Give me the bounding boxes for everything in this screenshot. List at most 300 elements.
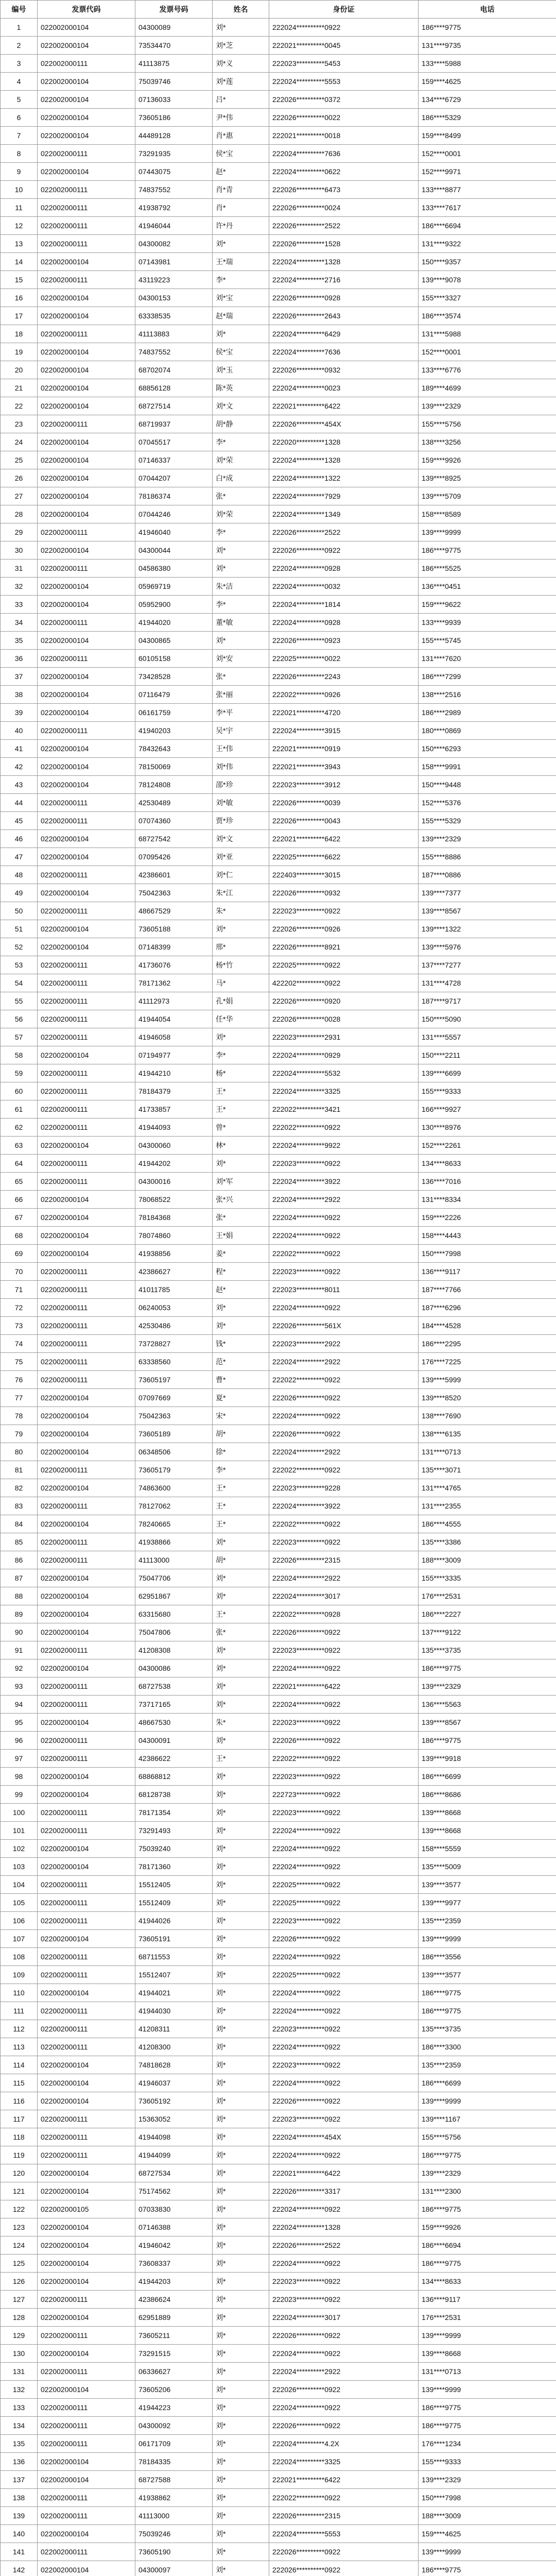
cell-invoice-number: 73728827 (135, 1335, 213, 1353)
cell-number: 12 (1, 217, 38, 235)
cell-phone: 186****9775 (419, 2146, 556, 2164)
table-row (1, 1046, 556, 1064)
table-row (1, 1966, 556, 1984)
cell-phone: 186****9775 (419, 2002, 556, 2020)
table-row (1, 271, 556, 289)
cell-phone: 155****3327 (419, 289, 556, 307)
table-row (1, 740, 556, 758)
cell-invoice-number: 41944203 (135, 2273, 213, 2291)
cell-number: 36 (1, 650, 38, 668)
table-row (1, 1263, 556, 1281)
cell-invoice-code: 022002000104 (38, 704, 135, 722)
cell-phone: 186****5329 (419, 109, 556, 127)
cell-phone: 187****0886 (419, 866, 556, 884)
cell-phone: 186****8686 (419, 1786, 556, 1804)
cell-invoice-number: 68856128 (135, 379, 213, 397)
cell-invoice-code: 022002000111 (38, 992, 135, 1010)
cell-invoice-code: 022002000104 (38, 686, 135, 704)
cell-phone: 155****9333 (419, 2453, 556, 2471)
cell-number: 25 (1, 451, 38, 469)
cell-invoice-number: 68868812 (135, 1768, 213, 1786)
cell-id-card: 222026**********0922 (269, 1389, 419, 1407)
cell-invoice-number: 41946044 (135, 217, 213, 235)
cell-number: 108 (1, 1948, 38, 1966)
cell-phone: 136****9117 (419, 1263, 556, 1281)
cell-invoice-code: 022002000111 (38, 271, 135, 289)
cell-phone: 139****2329 (419, 2164, 556, 2182)
cell-id-card: 222026**********0039 (269, 794, 419, 812)
table-row (1, 2399, 556, 2417)
cell-invoice-number: 41946037 (135, 2074, 213, 2092)
cell-invoice-code: 022002000111 (38, 2146, 135, 2164)
cell-number: 112 (1, 2020, 38, 2038)
cell-invoice-code: 022002000104 (38, 1569, 135, 1587)
header-invoice-code: 发票代码 (38, 1, 135, 19)
cell-number: 48 (1, 866, 38, 884)
cell-id-card: 222024**********2922 (269, 1443, 419, 1461)
cell-name: 刘* (213, 2525, 269, 2543)
cell-number: 91 (1, 1641, 38, 1659)
table-row (1, 848, 556, 866)
cell-invoice-code: 022002000111 (38, 1082, 135, 1100)
table-row (1, 1515, 556, 1533)
cell-invoice-code: 022002000104 (38, 1515, 135, 1533)
table-row (1, 704, 556, 722)
table-row (1, 2543, 556, 2561)
cell-phone: 138****3256 (419, 433, 556, 451)
cell-invoice-code: 022002000111 (38, 560, 135, 578)
cell-number: 92 (1, 1659, 38, 1677)
cell-number: 57 (1, 1028, 38, 1046)
cell-phone: 131****2300 (419, 2182, 556, 2200)
cell-id-card: 222024**********0023 (269, 379, 419, 397)
cell-number: 29 (1, 523, 38, 541)
table-row (1, 451, 556, 469)
table-row (1, 884, 556, 902)
cell-invoice-number: 78240665 (135, 1515, 213, 1533)
cell-invoice-code: 022002000111 (38, 2110, 135, 2128)
cell-invoice-code: 022002000111 (38, 2489, 135, 2507)
table-row (1, 1569, 556, 1587)
cell-name: 陈*英 (213, 379, 269, 397)
cell-name: 朱*洁 (213, 578, 269, 596)
cell-id-card: 222023**********2931 (269, 1028, 419, 1046)
cell-number: 14 (1, 253, 38, 271)
cell-invoice-code: 022002000104 (38, 740, 135, 758)
cell-id-card: 222026**********0922 (269, 2327, 419, 2345)
cell-invoice-number: 73605197 (135, 1371, 213, 1389)
cell-invoice-code: 022002000104 (38, 1858, 135, 1876)
cell-invoice-code: 022002000111 (38, 199, 135, 217)
cell-invoice-number: 04300153 (135, 289, 213, 307)
cell-name: 刘* (213, 1677, 269, 1696)
cell-invoice-code: 022002000111 (38, 2002, 135, 2020)
cell-id-card: 222024**********0922 (269, 2038, 419, 2056)
cell-name: 刘* (213, 2038, 269, 2056)
cell-invoice-code: 022002000105 (38, 2200, 135, 2218)
cell-name: 白*成 (213, 469, 269, 487)
cell-name: 张* (213, 487, 269, 505)
cell-phone: 131****9735 (419, 37, 556, 55)
cell-number: 95 (1, 1714, 38, 1732)
cell-id-card: 222024**********0922 (269, 2255, 419, 2273)
cell-name: 刘* (213, 1930, 269, 1948)
cell-number: 13 (1, 235, 38, 253)
cell-invoice-number: 73605186 (135, 109, 213, 127)
table-row (1, 2417, 556, 2435)
cell-number: 22 (1, 397, 38, 415)
cell-invoice-code: 022002000111 (38, 1966, 135, 1984)
cell-name: 刘* (213, 2417, 269, 2435)
table-row (1, 866, 556, 884)
cell-phone: 155****5756 (419, 415, 556, 433)
cell-invoice-number: 15363052 (135, 2110, 213, 2128)
table-row (1, 938, 556, 956)
cell-invoice-code: 022002000104 (38, 1623, 135, 1641)
table-row (1, 2489, 556, 2507)
cell-number: 93 (1, 1677, 38, 1696)
cell-phone: 139****3577 (419, 1966, 556, 1984)
cell-name: 李*平 (213, 704, 269, 722)
cell-phone: 139****9078 (419, 271, 556, 289)
cell-id-card: 222024**********1814 (269, 596, 419, 614)
cell-number: 38 (1, 686, 38, 704)
cell-invoice-number: 78171362 (135, 974, 213, 992)
cell-number: 131 (1, 2363, 38, 2381)
cell-invoice-code: 022002000104 (38, 2164, 135, 2182)
cell-invoice-code: 022002000104 (38, 1407, 135, 1425)
cell-invoice-code: 022002000111 (38, 1100, 135, 1118)
cell-phone: 186****5525 (419, 560, 556, 578)
cell-number: 8 (1, 145, 38, 163)
cell-invoice-code: 022002000104 (38, 1209, 135, 1227)
table-row (1, 1750, 556, 1768)
cell-invoice-number: 75042363 (135, 884, 213, 902)
cell-phone: 138****2516 (419, 686, 556, 704)
cell-invoice-number: 78184379 (135, 1082, 213, 1100)
cell-phone: 188****3009 (419, 2507, 556, 2525)
cell-phone: 152****5376 (419, 794, 556, 812)
cell-phone: 139****8668 (419, 1822, 556, 1840)
cell-number: 35 (1, 632, 38, 650)
cell-id-card: 222026**********2522 (269, 217, 419, 235)
cell-number: 10 (1, 181, 38, 199)
cell-id-card: 222026**********0922 (269, 541, 419, 560)
cell-number: 62 (1, 1118, 38, 1137)
cell-name: 张*兴 (213, 1191, 269, 1209)
cell-id-card: 222020**********1328 (269, 433, 419, 451)
cell-invoice-code: 022002000104 (38, 505, 135, 523)
cell-number: 30 (1, 541, 38, 560)
cell-name: 肖* (213, 199, 269, 217)
cell-name: 刘*安 (213, 650, 269, 668)
cell-number: 73 (1, 1317, 38, 1335)
cell-number: 101 (1, 1822, 38, 1840)
cell-invoice-code: 022002000111 (38, 2038, 135, 2056)
cell-phone: 159****2226 (419, 1209, 556, 1227)
cell-phone: 136****0451 (419, 578, 556, 596)
cell-phone: 155****8886 (419, 848, 556, 866)
cell-invoice-code: 022002000111 (38, 1064, 135, 1082)
cell-invoice-number: 62951889 (135, 2309, 213, 2327)
cell-invoice-code: 022002000104 (38, 2561, 135, 2576)
cell-name: 王* (213, 1082, 269, 1100)
cell-name: 刘* (213, 1155, 269, 1173)
cell-id-card: 222024**********3017 (269, 1587, 419, 1605)
cell-phone: 139****8567 (419, 1714, 556, 1732)
cell-name: 刘*敏 (213, 794, 269, 812)
cell-name: 刘* (213, 1587, 269, 1605)
cell-invoice-code: 022002000104 (38, 632, 135, 650)
cell-invoice-number: 41944026 (135, 1912, 213, 1930)
cell-id-card: 222024**********0922 (269, 1209, 419, 1227)
cell-invoice-number: 15512405 (135, 1876, 213, 1894)
cell-number: 105 (1, 1894, 38, 1912)
cell-id-card: 222026**********561X (269, 1317, 419, 1335)
cell-phone: 155****5329 (419, 812, 556, 830)
cell-invoice-number: 07044246 (135, 505, 213, 523)
table-row (1, 2309, 556, 2327)
cell-name: 刘* (213, 2453, 269, 2471)
cell-phone: 135****3735 (419, 1641, 556, 1659)
cell-name: 姜* (213, 1245, 269, 1263)
table-row (1, 55, 556, 73)
cell-invoice-code: 022002000104 (38, 2453, 135, 2471)
cell-id-card: 222025**********0922 (269, 1876, 419, 1894)
cell-number: 59 (1, 1064, 38, 1082)
table-row (1, 235, 556, 253)
cell-number: 52 (1, 938, 38, 956)
table-row (1, 181, 556, 199)
cell-phone: 150****2211 (419, 1046, 556, 1064)
table-row (1, 2200, 556, 2218)
cell-invoice-code: 022002000104 (38, 1245, 135, 1263)
cell-invoice-number: 41733857 (135, 1100, 213, 1118)
cell-number: 118 (1, 2128, 38, 2146)
cell-invoice-code: 022002000111 (38, 523, 135, 541)
cell-number: 139 (1, 2507, 38, 2525)
table-row (1, 1876, 556, 1894)
cell-number: 102 (1, 1840, 38, 1858)
table-row (1, 2038, 556, 2056)
cell-id-card: 222026**********454X (269, 415, 419, 433)
cell-invoice-code: 022002000111 (38, 2128, 135, 2146)
table-row (1, 1533, 556, 1551)
cell-invoice-number: 41944223 (135, 2399, 213, 2417)
table-row (1, 992, 556, 1010)
cell-number: 128 (1, 2309, 38, 2327)
cell-phone: 186****9775 (419, 1732, 556, 1750)
cell-phone: 155****3335 (419, 1569, 556, 1587)
cell-invoice-code: 022002000111 (38, 1118, 135, 1137)
cell-invoice-code: 022002000104 (38, 1605, 135, 1623)
cell-name: 刘* (213, 1696, 269, 1714)
cell-id-card: 222026**********0923 (269, 632, 419, 650)
table-row (1, 1118, 556, 1137)
cell-phone: 139****2329 (419, 397, 556, 415)
cell-invoice-number: 07148399 (135, 938, 213, 956)
cell-invoice-number: 41940203 (135, 722, 213, 740)
cell-number: 89 (1, 1605, 38, 1623)
cell-invoice-number: 42386627 (135, 1263, 213, 1281)
table-row (1, 2002, 556, 2020)
cell-phone: 133****8877 (419, 181, 556, 199)
cell-number: 84 (1, 1515, 38, 1533)
table-row (1, 91, 556, 109)
cell-invoice-code: 022002000111 (38, 235, 135, 253)
cell-name: 刘*莲 (213, 73, 269, 91)
table-row (1, 2020, 556, 2038)
table-row (1, 1335, 556, 1353)
cell-number: 4 (1, 73, 38, 91)
cell-phone: 159****9622 (419, 596, 556, 614)
cell-invoice-code: 022002000111 (38, 1894, 135, 1912)
table-row (1, 289, 556, 307)
cell-invoice-code: 022002000104 (38, 19, 135, 37)
cell-id-card: 222023**********0922 (269, 902, 419, 920)
cell-name: 侯*宝 (213, 145, 269, 163)
table-row (1, 2236, 556, 2255)
cell-phone: 186****6699 (419, 2074, 556, 2092)
table-row (1, 2507, 556, 2525)
cell-invoice-code: 022002000111 (38, 2020, 135, 2038)
table-row (1, 758, 556, 776)
cell-phone: 186****2295 (419, 1335, 556, 1353)
cell-id-card: 222021**********0919 (269, 740, 419, 758)
cell-invoice-code: 022002000111 (38, 650, 135, 668)
cell-invoice-code: 022002000104 (38, 938, 135, 956)
table-row (1, 523, 556, 541)
cell-invoice-number: 48667529 (135, 902, 213, 920)
table-row (1, 1641, 556, 1659)
cell-phone: 139****5709 (419, 487, 556, 505)
cell-invoice-code: 022002000104 (38, 2218, 135, 2236)
table-row (1, 1191, 556, 1209)
table-row (1, 73, 556, 91)
cell-number: 20 (1, 361, 38, 379)
cell-phone: 187****6296 (419, 1299, 556, 1317)
cell-number: 28 (1, 505, 38, 523)
cell-number: 77 (1, 1389, 38, 1407)
cell-invoice-number: 78074860 (135, 1227, 213, 1245)
cell-id-card: 422202**********0922 (269, 974, 419, 992)
table-row (1, 1173, 556, 1191)
cell-invoice-code: 022002000104 (38, 361, 135, 379)
cell-number: 142 (1, 2561, 38, 2576)
cell-invoice-code: 022002000104 (38, 2471, 135, 2489)
cell-id-card: 222022**********0922 (269, 1245, 419, 1263)
cell-name: 李* (213, 523, 269, 541)
cell-phone: 159****4625 (419, 73, 556, 91)
cell-number: 125 (1, 2255, 38, 2273)
cell-number: 133 (1, 2399, 38, 2417)
cell-name: 刘* (213, 1876, 269, 1894)
cell-invoice-number: 78124808 (135, 776, 213, 794)
cell-id-card: 222023**********0922 (269, 1155, 419, 1173)
cell-invoice-number: 41944054 (135, 1010, 213, 1028)
cell-name: 肖*青 (213, 181, 269, 199)
cell-phone: 150****9448 (419, 776, 556, 794)
cell-name: 许*丹 (213, 217, 269, 235)
cell-phone: 136****7016 (419, 1173, 556, 1191)
cell-phone: 133****9939 (419, 614, 556, 632)
cell-name: 朱* (213, 1714, 269, 1732)
cell-number: 140 (1, 2525, 38, 2543)
cell-name: 刘* (213, 2146, 269, 2164)
table-row (1, 1407, 556, 1425)
cell-id-card: 222024**********5553 (269, 73, 419, 91)
cell-phone: 187****7766 (419, 1281, 556, 1299)
table-row (1, 343, 556, 361)
cell-number: 6 (1, 109, 38, 127)
cell-phone: 139****7377 (419, 884, 556, 902)
table-row (1, 2471, 556, 2489)
cell-name: 夏* (213, 1389, 269, 1407)
cell-invoice-code: 022002000104 (38, 758, 135, 776)
cell-id-card: 222026**********2315 (269, 1551, 419, 1569)
cell-invoice-number: 78150069 (135, 758, 213, 776)
cell-number: 27 (1, 487, 38, 505)
cell-number: 39 (1, 704, 38, 722)
cell-name: 刘* (213, 1569, 269, 1587)
cell-name: 刘* (213, 2020, 269, 2038)
cell-invoice-number: 74863600 (135, 1479, 213, 1497)
cell-invoice-code: 022002000104 (38, 1587, 135, 1605)
cell-invoice-number: 73605191 (135, 1930, 213, 1948)
cell-invoice-number: 41011785 (135, 1281, 213, 1299)
table-row (1, 1028, 556, 1046)
cell-phone: 139****9999 (419, 523, 556, 541)
cell-invoice-number: 68128738 (135, 1786, 213, 1804)
cell-number: 19 (1, 343, 38, 361)
cell-invoice-number: 06171709 (135, 2435, 213, 2453)
cell-phone: 186****9775 (419, 2561, 556, 2576)
cell-invoice-code: 022002000104 (38, 109, 135, 127)
cell-phone: 139****2329 (419, 1677, 556, 1696)
cell-id-card: 222021**********6422 (269, 397, 419, 415)
cell-invoice-number: 73605179 (135, 1461, 213, 1479)
cell-id-card: 222024**********1328 (269, 2218, 419, 2236)
cell-name: 刘* (213, 2381, 269, 2399)
table-row (1, 325, 556, 343)
cell-number: 11 (1, 199, 38, 217)
cell-phone: 150****7998 (419, 2489, 556, 2507)
cell-id-card: 222025**********0922 (269, 956, 419, 974)
cell-phone: 131****4765 (419, 1479, 556, 1497)
cell-phone: 180****0869 (419, 722, 556, 740)
cell-invoice-number: 73605189 (135, 1425, 213, 1443)
cell-invoice-number: 68727534 (135, 2164, 213, 2182)
cell-phone: 158****4443 (419, 1227, 556, 1245)
cell-number: 75 (1, 1353, 38, 1371)
cell-invoice-code: 022002000111 (38, 2417, 135, 2435)
cell-phone: 139****5976 (419, 938, 556, 956)
cell-name: 王*伟 (213, 740, 269, 758)
cell-name: 刘* (213, 1659, 269, 1677)
cell-number: 110 (1, 1984, 38, 2002)
cell-phone: 186****7299 (419, 668, 556, 686)
table-row (1, 920, 556, 938)
cell-id-card: 222022**********0922 (269, 2489, 419, 2507)
cell-invoice-number: 78068522 (135, 1191, 213, 1209)
cell-invoice-number: 42386624 (135, 2291, 213, 2309)
cell-number: 86 (1, 1551, 38, 1569)
cell-name: 刘* (213, 235, 269, 253)
cell-phone: 152****2261 (419, 1137, 556, 1155)
cell-phone: 158****9991 (419, 758, 556, 776)
cell-invoice-code: 022002000111 (38, 1173, 135, 1191)
cell-id-card: 222022**********0922 (269, 1371, 419, 1389)
